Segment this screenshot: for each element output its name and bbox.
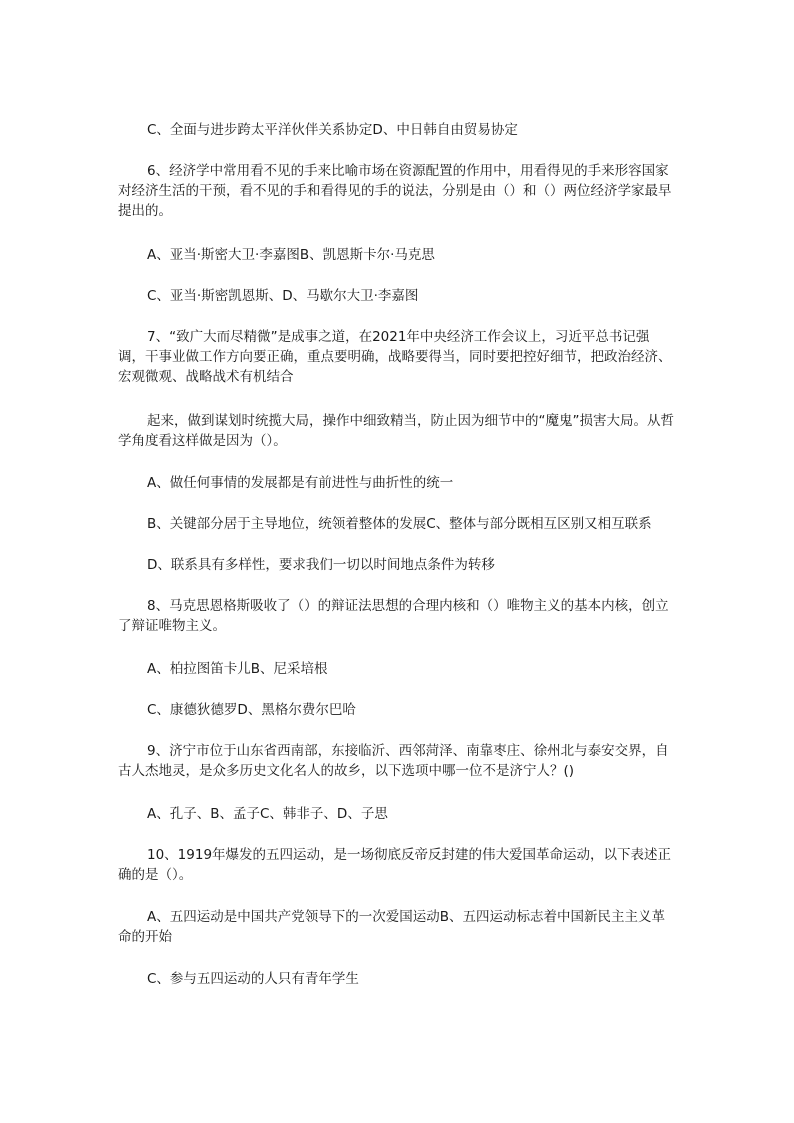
option-line: D、联系具有多样性，要求我们一切以时间地点条件为转移: [147, 557, 495, 573]
question-7: 7、“致广大而尽精微”是成事之道，在2021年中央经济工作会议上，习近平总书记强调，干事业做工作方向要正确，重点要明确，战略要得当，同时要把控好细节，把政治经济、宏观微观、战略战术有机结合: [118, 329, 672, 385]
question-6: 6、经济学中常用看不见的手来比喻市场在资源配置的作用中，用看得见的手来形容国家对经济生活的干预，看不见的手和看得见的手的说法，分别是由（）和（）两位经济学家最早提出的。: [118, 163, 672, 219]
question-7-continued: 起来，做到谋划时统揽大局，操作中细致精当，防止因为细节中的“魔鬼”损害大局。从哲学角度看这样做是因为（）。: [118, 413, 674, 449]
option-line: C、全面与进步跨太平洋伙伴关系协定D、中日韩自由贸易协定: [147, 122, 518, 138]
question-10: 10、1919年爆发的五四运动，是一场彻底反帝反封建的伟大爱国革命运动，以下表述正确的是（）。: [118, 847, 672, 883]
option-line: C、康德狄德罗D、黑格尔费尔巴哈: [147, 702, 356, 718]
option-line: A、孔子、B、孟子C、韩非子、D、子思: [147, 806, 388, 822]
question-8: 8、马克思恩格斯吸收了（）的辩证法思想的合理内核和（）唯物主义的基本内核，创立了辩证唯物主义。: [118, 598, 669, 634]
option-line: B、关键部分居于主导地位，统领着整体的发展C、整体与部分既相互区别又相互联系: [147, 516, 652, 532]
option-line: A、柏拉图笛卡儿B、尼采培根: [147, 661, 328, 677]
option-line: A、五四运动是中国共产党领导下的一次爱国运动B、五四运动标志着中国新民主主义革命的开始: [118, 909, 665, 945]
option-line: C、亚当·斯密凯恩斯、D、马歇尔大卫·李嘉图: [147, 288, 419, 304]
option-line: A、亚当·斯密大卫·李嘉图B、凯恩斯卡尔·马克思: [147, 247, 435, 263]
question-9: 9、济宁市位于山东省西南部，东接临沂、西邻菏泽、南靠枣庄、徐州北与泰安交界，自古人杰地灵，是众多历史文化名人的故乡，以下选项中哪一位不是济宁人？(): [118, 743, 669, 779]
option-line: A、做任何事情的发展都是有前进性与曲折性的统一: [147, 475, 454, 491]
option-line: C、参与五四运动的人只有青年学生: [147, 971, 359, 987]
